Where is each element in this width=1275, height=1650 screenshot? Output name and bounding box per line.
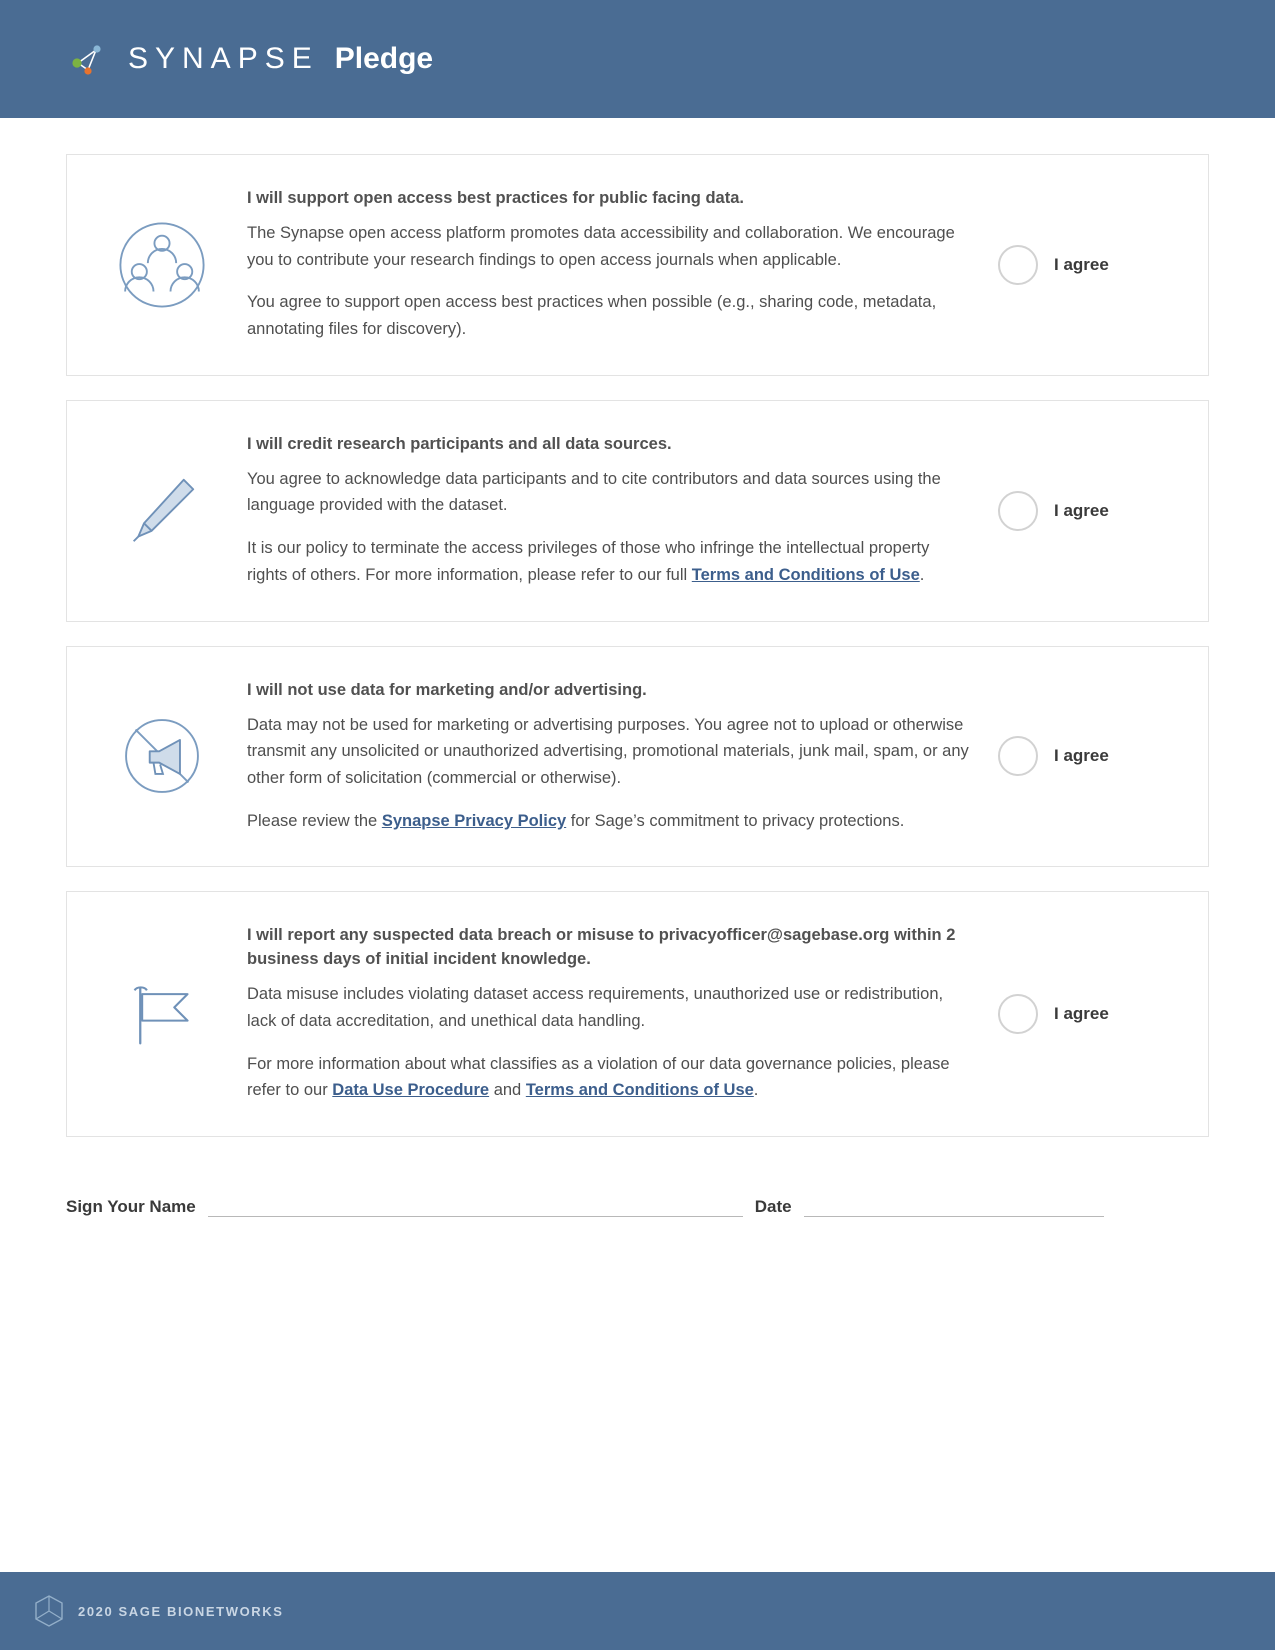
pledge-paragraph-2 bbox=[247, 535, 974, 588]
privacy-policy-link[interactable]: Synapse Privacy Policy bbox=[381, 811, 567, 830]
agree-radio[interactable] bbox=[998, 245, 1038, 285]
agree-control[interactable] bbox=[998, 425, 1208, 597]
page-header bbox=[0, 0, 1275, 118]
agree-control[interactable] bbox=[998, 671, 1208, 843]
sign-date-label: Date bbox=[754, 1197, 792, 1217]
agree-control[interactable] bbox=[998, 916, 1208, 1112]
agree-control[interactable] bbox=[998, 179, 1208, 351]
sign-date-field[interactable] bbox=[804, 1195, 1104, 1217]
agree-label: I agree bbox=[1054, 500, 1109, 520]
paragraph-text: For more information about what classifies as a violation of our data governance policies, please refer to our bbox=[247, 1054, 950, 1100]
pledge-title: I will report any suspected data breach or misuse to privacyofficer@sagebase.org within 2 business days of initial incident knowledge. bbox=[247, 926, 956, 969]
agree-radio[interactable] bbox=[998, 491, 1038, 531]
pledge-card-no-marketing bbox=[66, 646, 1209, 868]
pledge-list bbox=[0, 118, 1275, 1137]
pledge-paragraph-1: Data misuse includes violating dataset access requirements, unauthorized use or redistribution, lack of data accreditation, and unethical data handling. bbox=[247, 985, 944, 1030]
pledge-paragraph-2 bbox=[247, 1051, 974, 1104]
pledge-text bbox=[247, 671, 998, 843]
pledge-paragraph-1: The Synapse open access platform promotes data accessibility and collaboration. We encourage you to contribute your research findings to open access journals when applicable. bbox=[247, 223, 955, 269]
paragraph-text: It is our policy to terminate the access privileges of those who infringe the intellectual property rights of others. For more information, please refer to our full bbox=[247, 539, 930, 584]
pledge-paragraph-1: You agree to acknowledge data participants and to cite contributors and data sources using the language provided with the dataset. bbox=[247, 469, 941, 515]
terms-and-conditions-link[interactable]: Terms and Conditions of Use bbox=[525, 1081, 754, 1100]
paragraph-text-end: for Sage’s commitment to privacy protections. bbox=[566, 811, 905, 830]
page-title: Pledge bbox=[334, 42, 434, 75]
pledge-paragraph-1: Data may not be used for marketing or advertising purposes. You agree not to upload or otherwise transmit any unsolicited or unauthorized advertising, promotional materials, junk mail, spam, or any other form of solicitation (commercial or otherwise). bbox=[247, 715, 969, 787]
footer-copyright: 2020 SAGE BIONETWORKS bbox=[78, 1603, 284, 1619]
pledge-card-report-breach bbox=[66, 891, 1209, 1137]
sage-cube-icon bbox=[34, 1594, 64, 1628]
flag-icon bbox=[67, 916, 247, 1112]
pledge-text bbox=[247, 425, 998, 597]
pledge-card-open-access bbox=[66, 154, 1209, 376]
agree-label: I agree bbox=[1054, 254, 1109, 274]
page-footer bbox=[0, 1572, 1275, 1650]
paragraph-text-end: . bbox=[919, 565, 925, 584]
people-group-icon bbox=[67, 179, 247, 351]
data-use-procedure-link[interactable]: Data Use Procedure bbox=[332, 1081, 490, 1100]
pledge-title: I will not use data for marketing and/or advertising. bbox=[247, 680, 647, 699]
sign-name-label: Sign Your Name bbox=[66, 1197, 196, 1217]
pledge-title: I will support open access best practices for public facing data. bbox=[247, 189, 744, 207]
agree-label: I agree bbox=[1054, 746, 1109, 766]
synapse-network-icon bbox=[66, 37, 110, 81]
pledge-text bbox=[247, 916, 998, 1112]
terms-and-conditions-link[interactable]: Terms and Conditions of Use bbox=[691, 565, 920, 584]
agree-radio[interactable] bbox=[998, 736, 1038, 776]
agree-radio[interactable] bbox=[998, 994, 1038, 1034]
pledge-text bbox=[247, 179, 998, 351]
paragraph-text: Please review the bbox=[247, 811, 382, 830]
no-megaphone-icon bbox=[67, 671, 247, 843]
signature-row bbox=[0, 1195, 1275, 1217]
brand-name: SYNAPSE bbox=[128, 42, 319, 75]
pledge-card-credit-sources bbox=[66, 400, 1209, 622]
pledge-title: I will credit research participants and all data sources. bbox=[247, 434, 672, 453]
paragraph-text-end: . bbox=[753, 1081, 759, 1100]
pledge-paragraph-2 bbox=[247, 808, 974, 835]
pencil-icon bbox=[67, 425, 247, 597]
pledge-paragraph-2: You agree to support open access best practices when possible (e.g., sharing code, metadata, annotating files for discovery). bbox=[247, 293, 937, 339]
sign-name-field[interactable] bbox=[208, 1195, 743, 1217]
paragraph-text-mid: and bbox=[489, 1081, 526, 1100]
agree-label: I agree bbox=[1054, 1004, 1109, 1024]
